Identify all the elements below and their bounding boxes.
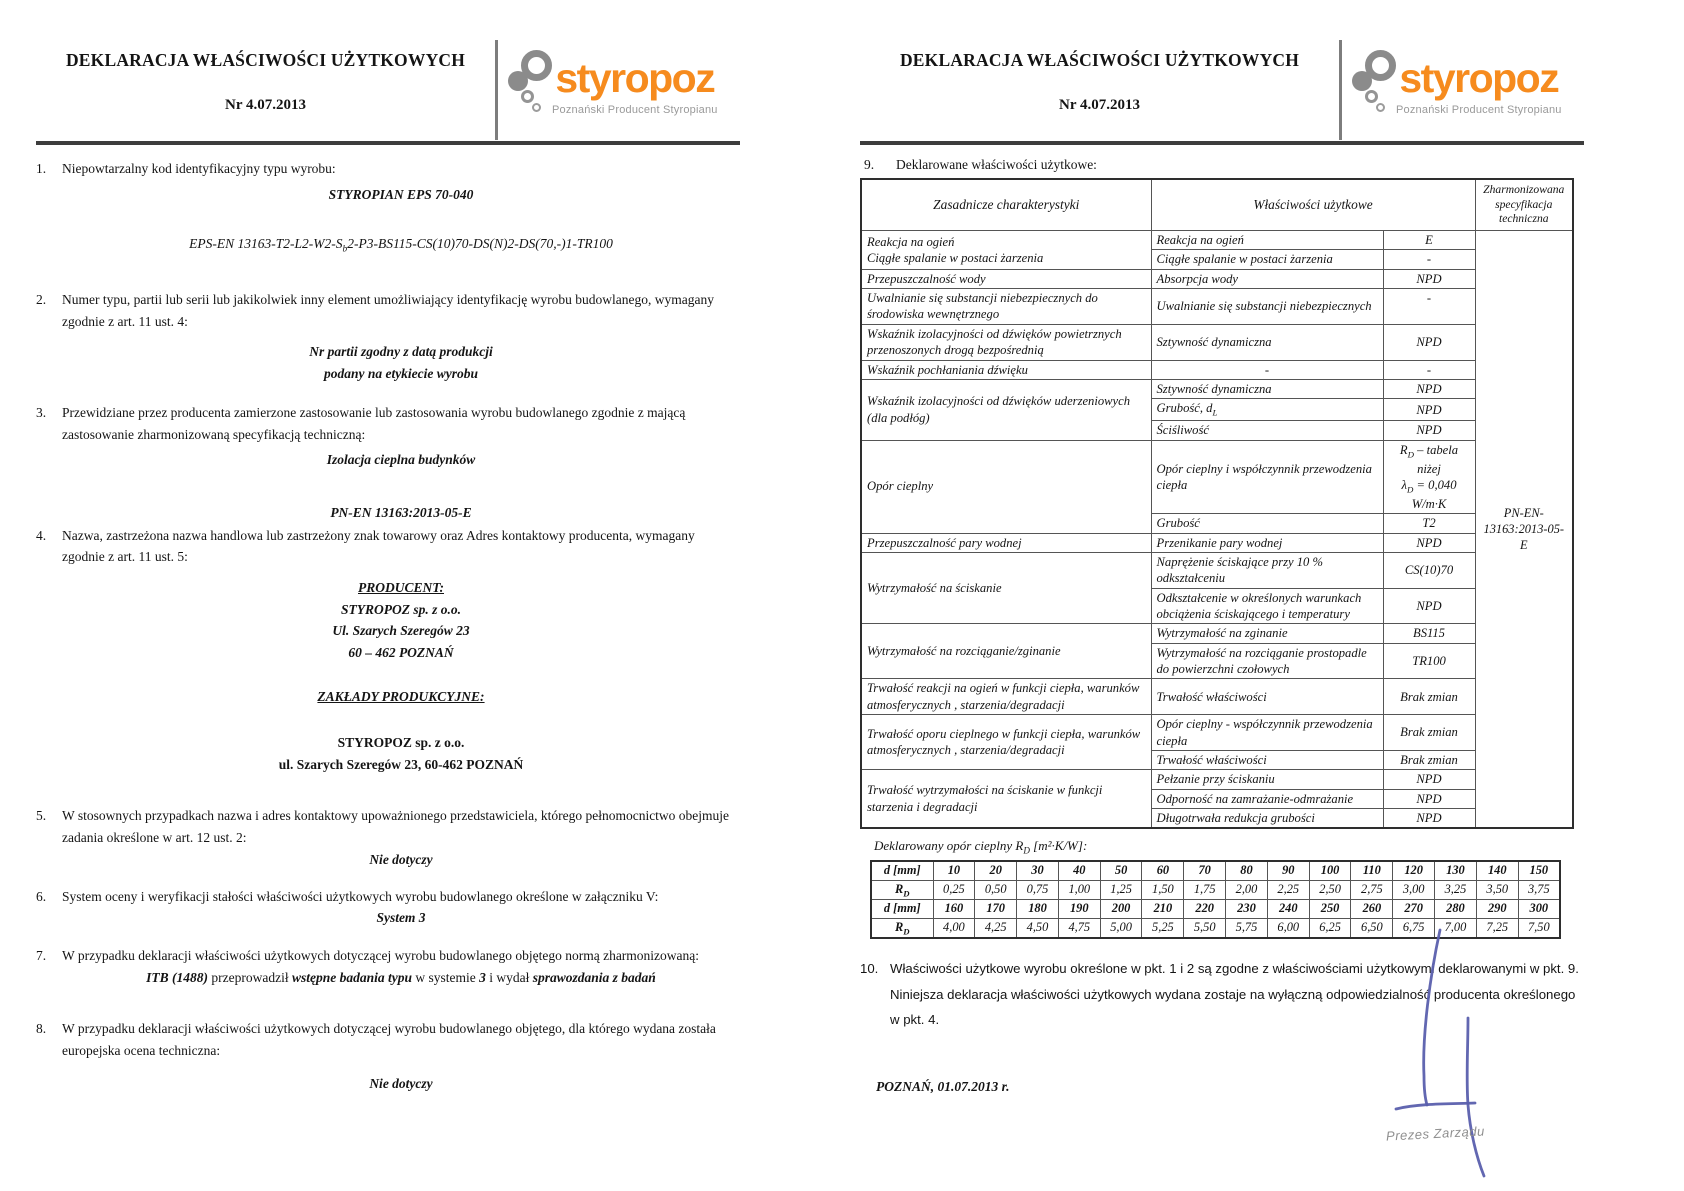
rd-cell: 2,25 <box>1267 880 1309 899</box>
perf-row <box>861 324 1573 360</box>
page-2 <box>842 0 1684 1190</box>
rd-cell: 60 <box>1142 861 1184 881</box>
rd-cell: 100 <box>1309 861 1351 881</box>
value-cell: NPD <box>1383 770 1475 789</box>
item-9-label: Deklarowane właściwości użytkowe: <box>896 157 1097 172</box>
page2-header <box>860 40 1584 140</box>
intended-use: Izolacja cieplna budynków <box>326 451 476 467</box>
value-cell: E <box>1383 231 1475 250</box>
value-cell: - <box>1383 250 1475 269</box>
performance-table-body <box>861 231 1573 829</box>
rd-cell: 50 <box>1100 861 1142 881</box>
rd-cell: 10 <box>933 861 975 881</box>
declaration-items <box>36 158 740 1095</box>
column-header-performance: Właściwości użytkowe <box>1151 179 1475 231</box>
rd-row <box>871 899 1560 918</box>
value-cell: NPD <box>1383 588 1475 624</box>
rd-cell: 190 <box>1058 899 1100 918</box>
item-6 <box>36 886 740 929</box>
rd-cell: 4,25 <box>975 918 1017 938</box>
perf-row <box>861 552 1573 588</box>
rd-cell: 230 <box>1226 899 1268 918</box>
value-cell: TR100 <box>1383 643 1475 679</box>
item-8-label: W przypadku deklaracji właściwości użytkowych dotyczącej wyrobu budowlanego objętego, dla którego wydana została europejska ocena techniczna: <box>62 1021 716 1058</box>
harmonized-spec-cell: PN-EN-13163:2013-05-E <box>1475 231 1573 829</box>
rd-cell: 2,50 <box>1309 880 1351 899</box>
product-name: STYROPIAN EPS 70-040 <box>328 186 474 202</box>
column-header-spec: Zharmonizowana specyfikacja techniczna <box>1475 179 1573 231</box>
batch-note-line1: Nr partii zgodny z datą produkcji <box>309 344 493 360</box>
value-cell: - <box>1383 360 1475 379</box>
rd-cell: 170 <box>975 899 1017 918</box>
characteristic-cell: Przepuszczalność wody <box>861 269 1151 288</box>
rd-cell: 6,25 <box>1309 918 1351 938</box>
perf-row <box>861 269 1573 288</box>
perf-row <box>861 379 1573 398</box>
property-cell: Ciągłe spalanie w postaci żarzenia <box>1151 250 1383 269</box>
header-rule <box>36 141 740 145</box>
item-9 <box>860 157 1584 173</box>
page1-header <box>36 40 740 140</box>
rd-cell: 0,25 <box>933 880 975 899</box>
rd-cell: 2,75 <box>1351 880 1393 899</box>
logo-bubbles-icon <box>1352 50 1396 122</box>
rd-cell: 20 <box>975 861 1017 881</box>
place-and-date: POZNAŃ, 01.07.2013 r. <box>876 1079 1010 1095</box>
property-cell: Opór cieplny i współczynnik przewodzenia ciepła <box>1151 440 1383 514</box>
item-8-value: Nie dotyczy <box>369 1076 433 1092</box>
logo-tagline: Poznański Producent Styropianu <box>552 104 718 116</box>
item-2 <box>36 289 740 384</box>
characteristic-cell: Trwałość wytrzymałości na ściskanie w funkcji starzenia i degradacji <box>861 770 1151 829</box>
performance-table <box>860 178 1574 829</box>
logo-text-block <box>552 40 718 116</box>
standard-reference: PN-EN 13163:2013-05-E <box>330 505 472 521</box>
rd-cell: 200 <box>1100 899 1142 918</box>
company-logo <box>498 40 740 140</box>
logo-bubbles-icon <box>508 50 552 122</box>
value-cell: $R_D$ – tabela niżej $\lambda_D = 0,040$ W/m·K <box>1383 440 1475 514</box>
property-cell: Opór cieplny - współczynnik przewodzenia ciepła <box>1151 715 1383 751</box>
assessment-system: System 3 <box>376 910 426 926</box>
item-3-label: Przewidziane przez producenta zamierzone zastosowanie lub zastosowania wyrobu budowlanego zgodnie z mającą zastosowanie zharmonizowaną specyfikacją techniczną: <box>62 405 686 442</box>
document-title: DEKLARACJA WŁAŚCIWOŚCI UŻYTKOWYCH <box>65 50 466 70</box>
rd-cell: 4,50 <box>1017 918 1059 938</box>
header-rule <box>860 141 1584 145</box>
document-number: Nr 4.07.2013 <box>225 97 306 113</box>
producer-name: STYROPOZ sp. z o.o. <box>340 601 461 617</box>
logo-ring-small <box>1365 90 1378 103</box>
notified-body: ITB (1488) <box>146 969 209 985</box>
rd-cell: 5,00 <box>1100 918 1142 938</box>
value-cell: NPD <box>1383 269 1475 288</box>
rd-cell: 210 <box>1142 899 1184 918</box>
producer-heading: PRODUCENT: <box>358 579 444 595</box>
characteristic-cell: Uwalnianie się substancji niebezpiecznych do środowiska wewnętrznego <box>861 289 1151 325</box>
rd-cell: 4,00 <box>933 918 975 938</box>
rd-cell: 90 <box>1267 861 1309 881</box>
company-logo <box>1342 40 1584 140</box>
item-4-label: Nazwa, zastrzeżona nazwa handlowa lub zastrzeżony znak towarowy oraz Adres kontaktowy producenta, wymagany zgodnie z art. 11 ust. 5: <box>62 527 695 565</box>
logo-ring-tiny <box>1376 103 1385 112</box>
characteristic-cell: Wskaźnik pochłaniania dźwięku <box>861 360 1151 379</box>
property-cell: Naprężenie ściskające przy 10 % odkształceniu <box>1151 552 1383 588</box>
item-7 <box>36 945 740 988</box>
value-cell: NPD <box>1383 379 1475 398</box>
rd-cell: 220 <box>1184 899 1226 918</box>
item-5-label: W stosownych przypadkach nazwa i adres kontaktowy upoważnionego przedstawiciela, którego pełnomocnictwo obejmuje zadania określone w art. 12 ust. 2: <box>62 808 730 845</box>
characteristic-cell: Wytrzymałość na ściskanie <box>861 552 1151 623</box>
characteristic-cell: Przepuszczalność pary wodnej <box>861 533 1151 552</box>
property-cell: Grubość <box>1151 514 1383 533</box>
characteristic-cell: Reakcja na ogień Ciągłe spalanie w postaci żarzenia <box>861 231 1151 270</box>
rd-cell: 290 <box>1476 899 1518 918</box>
rd-cell: 7,50 <box>1518 918 1560 938</box>
property-cell: - <box>1151 360 1383 379</box>
rd-cell: 140 <box>1476 861 1518 881</box>
performance-table-header-row <box>861 179 1573 231</box>
header-title-block <box>860 40 1339 140</box>
rd-cell: 3,25 <box>1435 880 1477 899</box>
rd-row-label: $R_D$ <box>871 880 933 899</box>
rd-cell: 30 <box>1017 861 1059 881</box>
rd-cell: 150 <box>1518 861 1560 881</box>
rd-row-label: d [mm] <box>871 861 933 881</box>
item-number: 10. <box>860 960 879 976</box>
rd-cell: 2,00 <box>1226 880 1268 899</box>
rd-cell: 3,50 <box>1476 880 1518 899</box>
value-cell: NPD <box>1383 399 1475 421</box>
logo-text-block <box>1396 40 1562 116</box>
item-number: 5. <box>36 808 47 824</box>
producer-street: Ul. Szarych Szeregów 23 <box>332 623 470 639</box>
item-number: 4. <box>36 527 47 543</box>
item-number: 8. <box>36 1021 47 1037</box>
perf-row <box>861 360 1573 379</box>
logo-dot-medium <box>1352 71 1372 91</box>
rd-row-label: d [mm] <box>871 899 933 918</box>
test-reports: sprawozdania z badań <box>532 969 656 985</box>
rd-row <box>871 861 1560 881</box>
document-number: Nr 4.07.2013 <box>1059 97 1140 113</box>
signature-title-stamp: Prezes Zarządu <box>1385 1123 1486 1144</box>
value-cell: NPD <box>1383 533 1475 552</box>
signature-stroke <box>1362 918 1522 1186</box>
item-3 <box>36 402 740 523</box>
header-title-block <box>36 40 495 140</box>
rd-cell: 3,75 <box>1518 880 1560 899</box>
rd-cell: 7,25 <box>1476 918 1518 938</box>
rd-cell: 270 <box>1393 899 1435 918</box>
item-number: 1. <box>36 161 47 176</box>
thermal-resistance-label: Deklarowany opór cieplny $R_D$ [m²·K/W]: <box>874 838 1088 856</box>
item-10-line1: Właściwości użytkowe wyrobu określone w pkt. 1 i 2 są zgodne z właściwościami użytkowymi deklarowanymi w pkt. 9. <box>890 960 1579 976</box>
rd-cell: 180 <box>1017 899 1059 918</box>
item-number: 6. <box>36 888 47 904</box>
rd-cell: 3,00 <box>1393 880 1435 899</box>
rd-cell: 5,50 <box>1184 918 1226 938</box>
property-cell: Trwałość właściwości <box>1151 679 1383 715</box>
item-number: 3. <box>36 405 47 421</box>
plants-heading: ZAKŁADY PRODUKCYJNE: <box>317 689 485 705</box>
rd-cell: 300 <box>1518 899 1560 918</box>
rd-cell: 260 <box>1351 899 1393 918</box>
property-cell: Pełzanie przy ściskaniu <box>1151 770 1383 789</box>
item-1-label: Niepowtarzalny kod identyfikacyjny typu wyrobu: <box>62 161 336 176</box>
value-cell: - <box>1383 289 1475 325</box>
value-cell: Brak zmian <box>1383 750 1475 769</box>
value-cell: NPD <box>1383 324 1475 360</box>
value-cell: NPD <box>1383 808 1475 828</box>
perf-row <box>861 624 1573 643</box>
rd-cell: 240 <box>1267 899 1309 918</box>
characteristic-cell: Wskaźnik izolacyjności od dźwięków powietrznych przenoszonych drogą bezpośrednią <box>861 324 1151 360</box>
value-cell: Brak zmian <box>1383 679 1475 715</box>
characteristic-cell: Wytrzymałość na rozciąganie/zginanie <box>861 624 1151 679</box>
item-number: 7. <box>36 948 47 964</box>
rd-cell: 1,75 <box>1184 880 1226 899</box>
property-cell: Długotrwała redukcja grubości <box>1151 808 1383 828</box>
signature <box>1362 918 1522 1186</box>
column-header-characteristics: Zasadnicze charakterystyki <box>861 179 1151 231</box>
rd-cell: 0,50 <box>975 880 1017 899</box>
perf-row <box>861 715 1573 751</box>
rd-cell: 1,25 <box>1100 880 1142 899</box>
item-8 <box>36 1018 740 1095</box>
property-cell: Przenikanie pary wodnej <box>1151 533 1383 552</box>
rd-cell: 4,75 <box>1058 918 1100 938</box>
logo-dot-medium <box>508 71 528 91</box>
logo-ring-tiny <box>532 103 541 112</box>
plant-name: STYROPOZ sp. z o.o. <box>337 734 465 750</box>
value-cell: NPD <box>1383 421 1475 440</box>
characteristic-cell: Trwałość oporu cieplnego w funkcji ciepła, warunków atmosferycznych , starzenia/degradacji <box>861 715 1151 770</box>
batch-note-line2: podany na etykiecie wyrobu <box>323 365 479 381</box>
rd-row-label: $R_D$ <box>871 918 933 938</box>
item-10-line2: Niniejsza deklaracja właściwości użytkowych wydana zostaje na wyłączną odpowiedzialność producenta określonego w pkt. 4. <box>890 986 1576 1028</box>
perf-row <box>861 289 1573 325</box>
property-cell: Sztywność dynamiczna <box>1151 324 1383 360</box>
item-5-value: Nie dotyczy <box>369 852 433 868</box>
rd-row <box>871 880 1560 899</box>
rd-cell: 6,00 <box>1267 918 1309 938</box>
characteristic-cell: Opór cieplny <box>861 440 1151 533</box>
property-cell: Ściśliwość <box>1151 421 1383 440</box>
initial-type-testing: wstępne badania typu <box>292 969 413 985</box>
rd-cell: 1,00 <box>1058 880 1100 899</box>
rd-cell: 280 <box>1435 899 1477 918</box>
property-cell: Uwalnianie się substancji niebezpiecznych <box>1151 289 1383 325</box>
property-cell: Absorpcja wody <box>1151 269 1383 288</box>
rd-cell: 6,75 <box>1393 918 1435 938</box>
value-cell: Brak zmian <box>1383 715 1475 751</box>
logo-wordmark: styropoz <box>555 55 715 101</box>
property-cell: Reakcja na ogień <box>1151 231 1383 250</box>
item-7-label: W przypadku deklaracji właściwości użytkowych dotyczącej wyrobu budowlanego objętego normą zharmonizowaną: <box>62 948 700 964</box>
property-cell: Wytrzymałość na rozciąganie prostopadle do powierzchni czołowych <box>1151 643 1383 679</box>
property-cell: Sztywność dynamiczna <box>1151 379 1383 398</box>
value-cell: BS115 <box>1383 624 1475 643</box>
logo-wordmark: styropoz <box>1399 55 1559 101</box>
item-6-label: System oceny i weryfikacji stałości właściwości użytkowych wyrobu budowlanego określone w załączniku V: <box>62 888 659 904</box>
property-cell: Grubość, $d_L$ <box>1151 399 1383 421</box>
item-number: 2. <box>36 292 47 307</box>
rd-cell: 110 <box>1351 861 1393 881</box>
rd-cell: 70 <box>1184 861 1226 881</box>
rd-cell: 160 <box>933 899 975 918</box>
perf-row <box>861 231 1573 250</box>
characteristic-cell: Wskaźnik izolacyjności od dźwięków uderzeniowych (dla podłóg) <box>861 379 1151 440</box>
item-5 <box>36 805 740 871</box>
rd-cell: 80 <box>1226 861 1268 881</box>
characteristic-cell: Trwałość reakcji na ogień w funkcji ciepła, warunków atmosferycznych , starzenia/degradacji <box>861 679 1151 715</box>
rd-cell: 250 <box>1309 899 1351 918</box>
notified-body-line: ITB (1488) przeprowadził wstępne badania typu w systemie 3 i wydał sprawozdania z badań <box>146 969 656 985</box>
item-4 <box>36 525 740 775</box>
rd-cell: 120 <box>1393 861 1435 881</box>
perf-row <box>861 770 1573 789</box>
product-code: EPS-EN $13163-T2-L2-W2-S_b2-P3-BS115-CS(10)70-DS(N)2-DS(70,-)1-TR100$ <box>189 236 613 255</box>
value-cell: NPD <box>1383 789 1475 808</box>
property-cell: Odkształcenie w określonych warunkach obciążenia ściskającego i temperatury <box>1151 588 1383 624</box>
producer-city: 60 – 462 POZNAŃ <box>348 644 454 660</box>
page-1 <box>0 0 842 1190</box>
value-cell: CS(10)70 <box>1383 552 1475 588</box>
property-cell: Wytrzymałość na zginanie <box>1151 624 1383 643</box>
value-cell: T2 <box>1383 514 1475 533</box>
rd-cell: 40 <box>1058 861 1100 881</box>
rd-cell: 6,50 <box>1351 918 1393 938</box>
perf-row <box>861 679 1573 715</box>
rd-cell: 0,75 <box>1017 880 1059 899</box>
rd-cell: 130 <box>1435 861 1477 881</box>
item-2-label: Numer typu, partii lub serii lub jakikolwiek inny element umożliwiający identyfikację wyrobu budowlanego, wymagany zgodnie z art. 11 ust. 4: <box>62 292 714 329</box>
item-number: 9. <box>864 157 875 172</box>
document-title: DEKLARACJA WŁAŚCIWOŚCI UŻYTKOWYCH <box>899 50 1300 70</box>
property-cell: Trwałość właściwości <box>1151 750 1383 769</box>
plant-address: ul. Szarych Szeregów 23, 60-462 POZNAŃ <box>278 756 524 772</box>
perf-row <box>861 533 1573 552</box>
perf-row <box>861 440 1573 514</box>
logo-ring-small <box>521 90 534 103</box>
item-1 <box>36 158 740 258</box>
rd-cell: 7,00 <box>1435 918 1477 938</box>
rd-cell: 5,75 <box>1226 918 1268 938</box>
rd-cell: 5,25 <box>1142 918 1184 938</box>
logo-tagline: Poznański Producent Styropianu <box>1396 104 1562 116</box>
rd-cell: 1,50 <box>1142 880 1184 899</box>
property-cell: Odporność na zamrażanie-odmrażanie <box>1151 789 1383 808</box>
